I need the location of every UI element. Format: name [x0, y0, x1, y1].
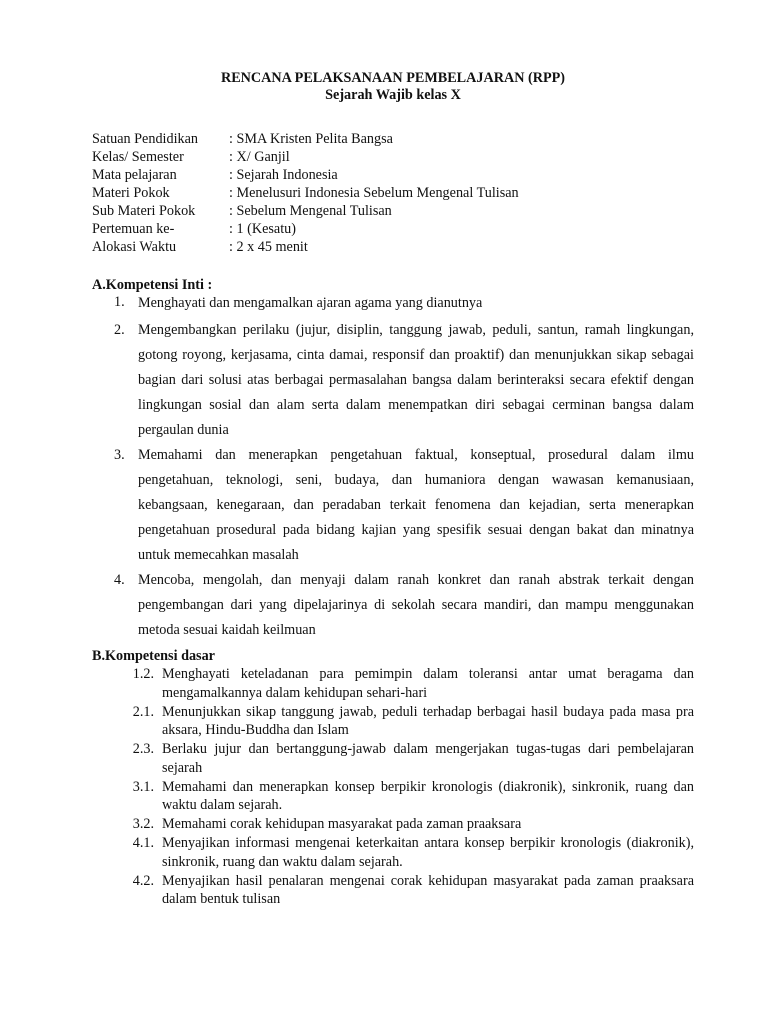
- info-value: : Sejarah Indonesia: [229, 167, 338, 183]
- item-number: 4.2.: [132, 872, 154, 889]
- item-number: 3.2.: [132, 816, 154, 832]
- item-text: Menyajikan hasil penalaran mengenai corak kehidupan masyarakat pada zaman praaksara dalam bentuk tulisan: [162, 872, 694, 907]
- item-number: 2.3.: [132, 741, 154, 757]
- item-text: Berlaku jujur dan bertanggung-jawab dalam mengerjakan tugas-tugas dari pembelajaran sejarah: [162, 741, 694, 776]
- info-row-mapel: [92, 166, 694, 184]
- list-item: [92, 834, 694, 871]
- list-item: [92, 778, 694, 815]
- kompetensi-dasar-heading: B.Kompetensi dasar: [92, 648, 215, 664]
- list-item: [92, 665, 694, 702]
- title-block: [92, 70, 694, 104]
- info-label: Kelas/ Semester: [92, 149, 184, 165]
- info-label: Mata pelajaran: [92, 167, 177, 183]
- info-label: Pertemuan ke-: [92, 221, 175, 237]
- info-label: Sub Materi Pokok: [92, 203, 196, 219]
- item-text: Mengembangkan perilaku (jujur, disiplin, tanggung jawab, peduli, santun, ramah lingkungan, gotong royong, kerjasama, cinta damai, responsif dan proaktif) dan menunjukkan sikap sebagai bagian dari solusi atas berbagai permasalahan bangsa dalam berinteraksi secara efektif dengan lingkungan sosial dan alam serta dalam menempatkan diri sebagai cerminan bangsa dalam pergaulan dunia: [138, 322, 694, 438]
- item-text: Mencoba, mengolah, dan menyaji dalam ranah konkret dan ranah abstrak terkait dengan pengembangan dari yang dipelajarinya di sekolah secara mandiri, dan mampu menggunakan metoda sesuai kaidah keilmuan: [138, 572, 694, 638]
- list-item: [92, 294, 694, 318]
- list-item: [92, 872, 694, 909]
- info-value: : X/ Ganjil: [229, 149, 290, 165]
- item-text: Menghayati dan mengamalkan ajaran agama yang dianutnya: [138, 295, 483, 311]
- list-item: [92, 703, 694, 740]
- item-number: 2.: [114, 322, 125, 338]
- info-label: Alokasi Waktu: [92, 239, 177, 255]
- info-row-alokasi: [92, 238, 694, 256]
- list-item: [92, 815, 694, 834]
- info-value: : 2 x 45 menit: [229, 239, 308, 255]
- info-value: : SMA Kristen Pelita Bangsa: [229, 131, 393, 147]
- info-label: Materi Pokok: [92, 185, 170, 201]
- document-title: RENCANA PELAKSANAAN PEMBELAJARAN (RPP): [220, 70, 566, 86]
- item-number: 1.: [114, 294, 125, 310]
- list-item: [92, 322, 694, 443]
- info-value: : Menelusuri Indonesia Sebelum Mengenal Tulisan: [229, 185, 519, 201]
- info-row-materi: [92, 184, 694, 202]
- info-row-pertemuan: [92, 220, 694, 238]
- list-item: [92, 572, 694, 643]
- item-text: Menyajikan informasi mengenai keterkaitan antara konsep berpikir kronologis (diakronik), sinkronik, ruang dan waktu dalam sejarah.: [162, 835, 694, 870]
- item-text: Memahami dan menerapkan konsep berpikir kronologis (diakronik), sinkronik, ruang dan waktu dalam sejarah.: [162, 778, 694, 813]
- kompetensi-inti-heading: A.Kompetensi Inti :: [92, 277, 213, 293]
- item-number: 3.: [114, 447, 125, 463]
- document-subtitle: Sejarah Wajib kelas X: [325, 87, 461, 103]
- info-value: : 1 (Kesatu): [229, 221, 296, 237]
- identity-table: [92, 130, 694, 256]
- item-number: 4.: [114, 572, 125, 588]
- item-text: Menghayati keteladanan para pemimpin dalam toleransi antar umat beragama dan mengamalkannya dalam kehidupan sehari-hari: [162, 666, 694, 701]
- item-text: Memahami dan menerapkan pengetahuan faktual, konseptual, prosedural dalam ilmu pengetahuan, teknologi, seni, budaya, dan humaniora dengan wawasan kemanusiaan, kebangsaan, kenegaraan, dan peradaban terkait fenomena dan kejadian, serta menerapkan pengetahuan prosedural pada bidang kajian yang spesifik sesuai dengan bakat dan minatnya untuk memecahkan masalah: [138, 447, 694, 563]
- info-row-kelas: [92, 148, 694, 166]
- info-value: : Sebelum Mengenal Tulisan: [229, 203, 392, 219]
- list-item: [92, 447, 694, 568]
- info-row-satuan: [92, 130, 694, 148]
- kompetensi-inti-list: [92, 294, 694, 643]
- info-label: Satuan Pendidikan: [92, 131, 198, 147]
- item-number: 3.1.: [132, 778, 154, 795]
- item-number: 2.1.: [132, 703, 154, 720]
- item-number: 1.2.: [132, 666, 154, 682]
- info-row-submateri: [92, 202, 694, 220]
- list-item: [92, 740, 694, 777]
- kompetensi-dasar-list: [92, 665, 694, 909]
- item-text: Menunjukkan sikap tanggung jawab, peduli terhadap berbagai hasil budaya pada masa pra aksara, Hindu-Buddha dan Islam: [162, 703, 694, 738]
- item-number: 4.1.: [132, 835, 154, 851]
- item-text: Memahami corak kehidupan masyarakat pada zaman praaksara: [162, 816, 522, 832]
